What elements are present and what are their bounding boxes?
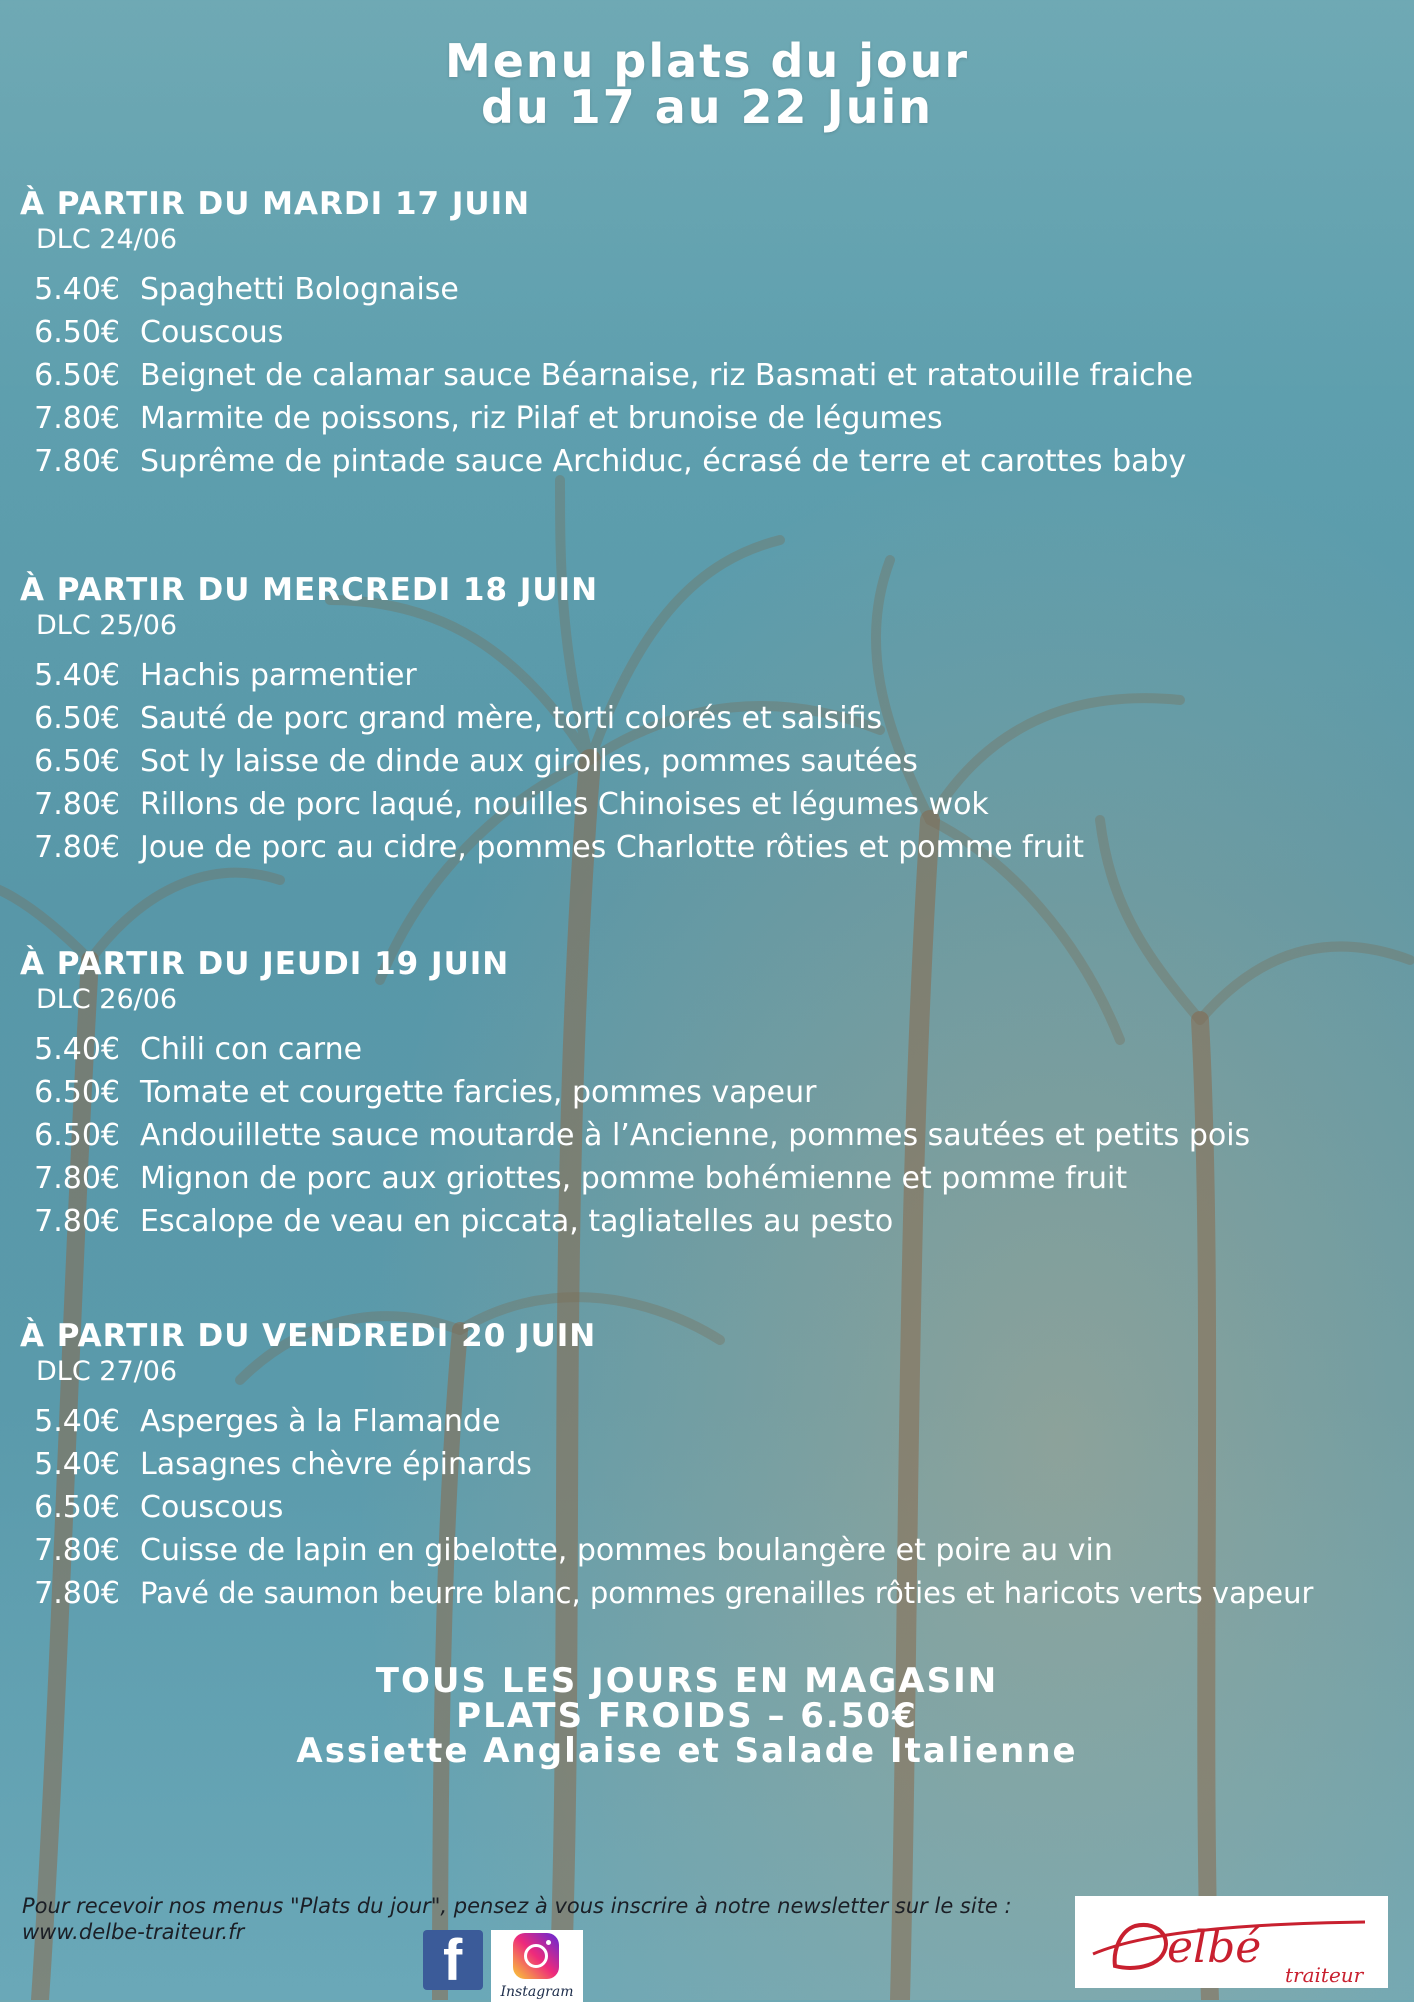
title-line-2: du 17 au 22 Juin	[481, 80, 933, 134]
section-heading: À PARTIR DU VENDREDI 20 JUIN	[20, 1318, 597, 1354]
item-price: 5.40€	[34, 1404, 120, 1439]
item-dish: Pavé de saumon beurre blanc, pommes grenailles rôties et haricots verts vapeur	[140, 1576, 1314, 1610]
item-price: 6.50€	[34, 1118, 120, 1153]
section-dlc: DLC 25/06	[36, 610, 178, 641]
menu-item	[20, 1529, 1410, 1572]
item-price: 7.80€	[34, 1533, 120, 1568]
svg-text:elbé: elbé	[1167, 1922, 1262, 1973]
menu-section-friday	[20, 1318, 1410, 1615]
menu-item	[20, 1157, 1410, 1200]
menu-item	[20, 1443, 1410, 1486]
menu-item	[20, 440, 1410, 483]
item-price: 7.80€	[34, 1576, 120, 1611]
item-dish: Joue de porc au cidre, pommes Charlotte rôties et pomme fruit	[140, 830, 1085, 865]
item-dish: Suprême de pintade sauce Archiduc, écrasé de terre et carottes baby	[140, 444, 1187, 479]
item-dish: Andouillette sauce moutarde à l’Ancienne, pommes sautées et petits pois	[140, 1118, 1251, 1153]
menu-item	[20, 1071, 1410, 1114]
instagram-link[interactable]	[491, 1930, 583, 2002]
menu-section-wednesday	[20, 572, 1410, 869]
item-dish: Marmite de poissons, riz Pilaf et brunoise de légumes	[140, 401, 943, 436]
item-price: 6.50€	[34, 744, 120, 779]
daily-offer-line-1: TOUS LES JOURS EN MAGASIN	[375, 1661, 999, 1701]
menu-item	[20, 354, 1410, 397]
item-price: 6.50€	[34, 315, 120, 350]
item-price: 6.50€	[34, 1075, 120, 1110]
delbe-traiteur-logo[interactable]	[1075, 1896, 1388, 1988]
item-dish: Beignet de calamar sauce Béarnaise, riz Basmati et ratatouille fraiche	[140, 358, 1194, 393]
item-dish: Cuisse de lapin en gibelotte, pommes boulangère et poire au vin	[140, 1533, 1113, 1568]
instagram-label: Instagram	[500, 1984, 574, 2000]
menu-item	[20, 1572, 1410, 1615]
menu-item	[20, 654, 1410, 697]
item-dish: Rillons de porc laqué, nouilles Chinoises et légumes wok	[140, 787, 989, 822]
menu-items	[20, 268, 1410, 483]
item-price: 5.40€	[34, 1447, 120, 1482]
facebook-icon[interactable]: f	[423, 1930, 483, 1990]
section-heading: À PARTIR DU MARDI 17 JUIN	[20, 186, 531, 222]
item-price: 7.80€	[34, 401, 120, 436]
item-dish: Mignon de porc aux griottes, pomme bohémienne et pomme fruit	[140, 1161, 1128, 1196]
item-dish: Escalope de veau en piccata, tagliatelles au pesto	[140, 1204, 894, 1239]
menu-items	[20, 1400, 1410, 1615]
item-dish: Couscous	[140, 315, 284, 350]
item-price: 6.50€	[34, 358, 120, 393]
menu-section-thursday	[20, 946, 1410, 1243]
daily-offer-line-3: Assiette Anglaise et Salade Italienne	[296, 1731, 1078, 1771]
section-heading: À PARTIR DU MERCREDI 18 JUIN	[20, 572, 599, 608]
item-price: 5.40€	[34, 1032, 120, 1067]
item-dish: Lasagnes chèvre épinards	[140, 1447, 532, 1482]
menu-item	[20, 311, 1410, 354]
menu-item	[20, 783, 1410, 826]
menu-item	[20, 1486, 1410, 1529]
menu-item	[20, 826, 1410, 869]
item-dish: Tomate et courgette farcies, pommes vapeur	[140, 1075, 817, 1110]
menu-item	[20, 1028, 1410, 1071]
title-line-1: Menu plats du jour	[444, 34, 970, 88]
section-heading: À PARTIR DU JEUDI 19 JUIN	[20, 946, 510, 982]
menu-items	[20, 1028, 1410, 1243]
item-dish: Sot ly laisse de dinde aux girolles, pommes sautées	[140, 744, 918, 779]
item-dish: Hachis parmentier	[140, 658, 417, 693]
instagram-icon	[513, 1933, 559, 1979]
menu-item	[20, 697, 1410, 740]
section-dlc: DLC 27/06	[36, 1356, 178, 1387]
item-price: 6.50€	[34, 701, 120, 736]
page-title	[0, 34, 1414, 134]
section-dlc: DLC 24/06	[36, 224, 178, 255]
item-price: 6.50€	[34, 1490, 120, 1525]
item-price: 7.80€	[34, 1204, 120, 1239]
newsletter-note: Pour recevoir nos menus "Plats du jour", pensez à vous inscrire à notre newsletter sur le site : www.delbe-traiteur.fr	[22, 1894, 1012, 1944]
svg-text:traiteur: traiteur	[1285, 1963, 1364, 1987]
item-price: 5.40€	[34, 272, 120, 307]
menu-item	[20, 1114, 1410, 1157]
daily-offer	[0, 1661, 1374, 1771]
item-price: 5.40€	[34, 658, 120, 693]
menu-item	[20, 740, 1410, 783]
item-dish: Spaghetti Bolognaise	[140, 272, 459, 307]
logo-graphic	[1075, 1896, 1388, 1988]
menu-item	[20, 268, 1410, 311]
item-dish: Chili con carne	[140, 1032, 363, 1067]
section-dlc: DLC 26/06	[36, 984, 178, 1015]
item-dish: Couscous	[140, 1490, 284, 1525]
item-price: 7.80€	[34, 444, 120, 479]
menu-item	[20, 1400, 1410, 1443]
item-price: 7.80€	[34, 1161, 120, 1196]
menu-section-tuesday	[20, 186, 1410, 483]
menu-item	[20, 397, 1410, 440]
item-price: 7.80€	[34, 787, 120, 822]
item-dish: Asperges à la Flamande	[140, 1404, 501, 1439]
menu-item	[20, 1200, 1410, 1243]
item-dish: Sauté de porc grand mère, torti colorés et salsifis	[140, 701, 883, 736]
social-links	[423, 1930, 583, 2002]
daily-offer-line-2: PLATS FROIDS – 6.50€	[456, 1696, 918, 1736]
menu-items	[20, 654, 1410, 869]
item-price: 7.80€	[34, 830, 120, 865]
